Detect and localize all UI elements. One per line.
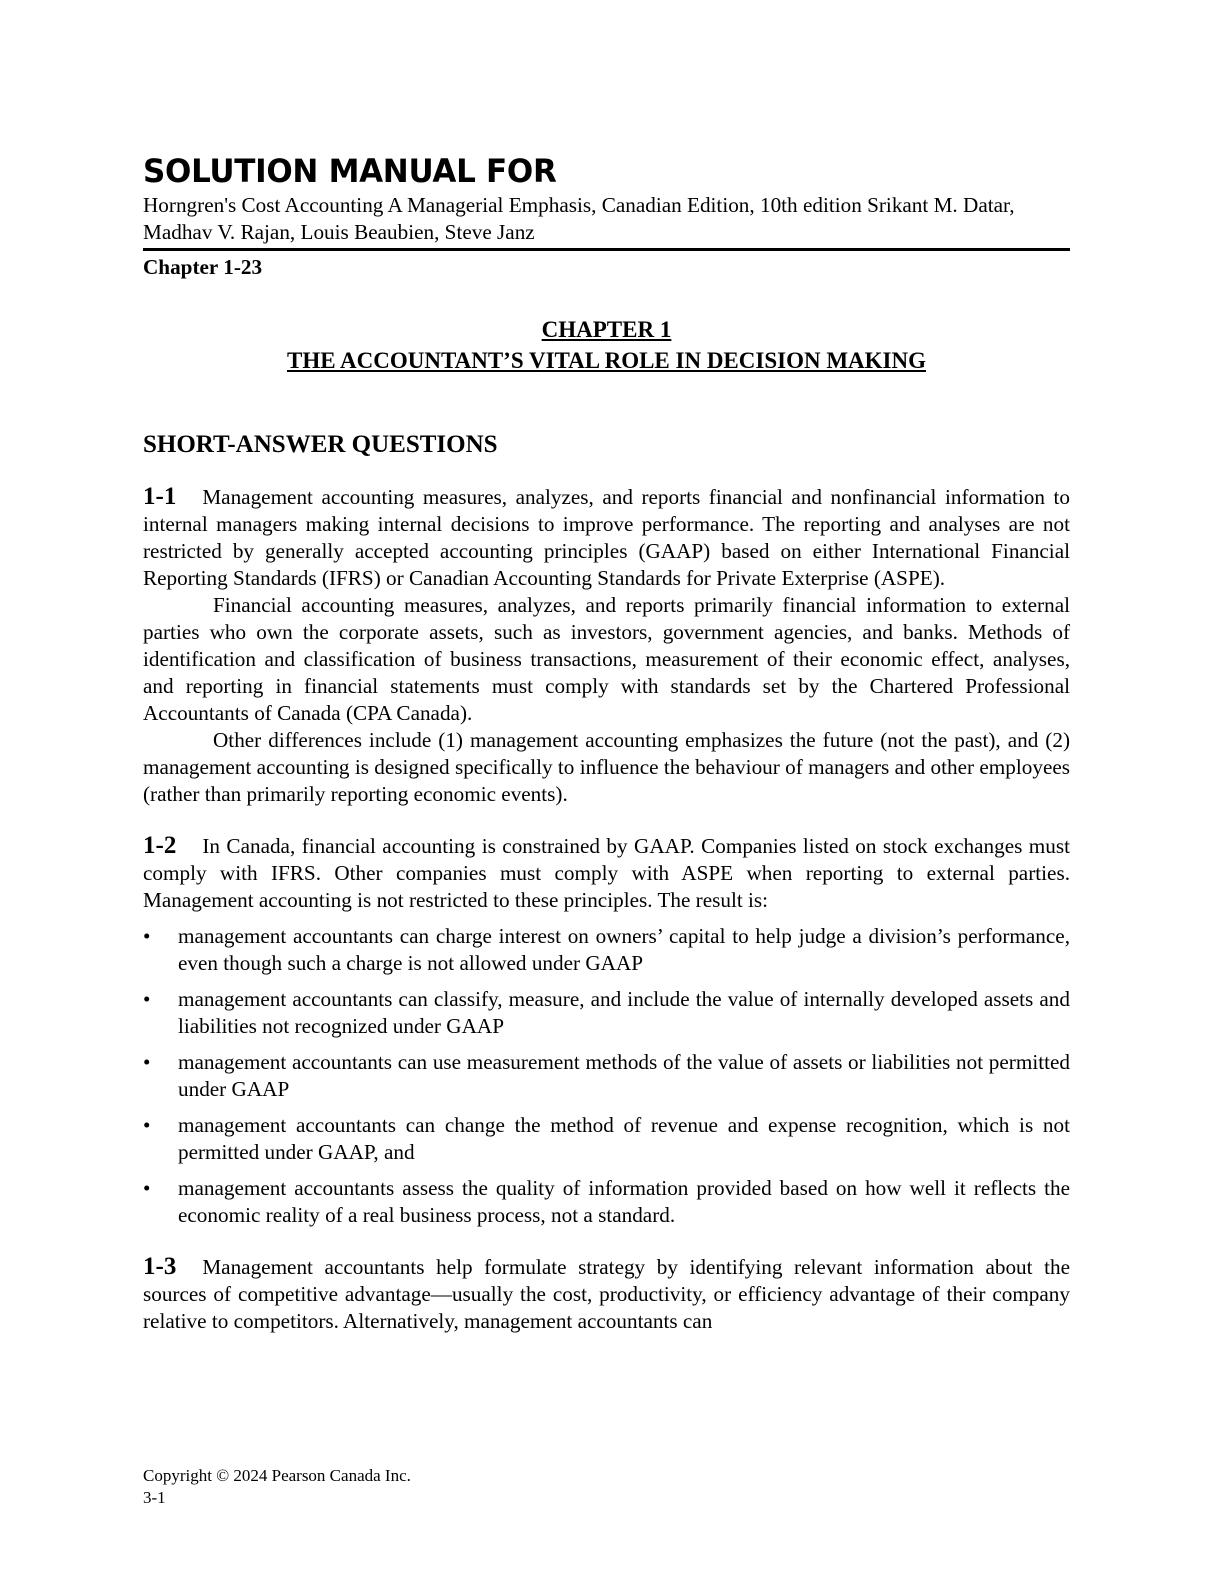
list-item: • management accountants assess the quality of information provided based on how well it reflects the economic reality of a real business process, not a standard. bbox=[143, 1176, 1070, 1227]
question-1-2-para-1: 1-2 In Canada, financial accounting is constrained by GAAP. Companies listed on stock exchanges must comply with IFRS. Other companies must comply with ASPE when reporting to external parties. Management accounting is not restricted to these principles. The result is: bbox=[143, 832, 1070, 912]
section-heading: SHORT-ANSWER QUESTIONS bbox=[143, 431, 498, 458]
page-number: 3-1 bbox=[143, 1488, 166, 1507]
question-1-1-para-2: Financial accounting measures, analyzes, and reports primarily financial information to external parties who own the corporate assets, such as investors, government agencies, and banks. Methods of identification and classification of business transactions, measurement of their economic effect, analyses, and reporting in financial statements must comply with standards set by the Chartered Professional Accountants of Canada (CPA Canada). bbox=[143, 593, 1070, 725]
page-footer bbox=[143, 1465, 411, 1509]
bullet-icon: • bbox=[143, 924, 151, 948]
list-item: • management accountants can classify, measure, and include the value of internally developed assets and liabilities not recognized under GAAP bbox=[143, 987, 1070, 1038]
bullet-icon: • bbox=[143, 1050, 151, 1074]
chapter-title: THE ACCOUNTANT’S VITAL ROLE IN DECISION MAKING bbox=[286, 348, 926, 373]
question-number: 1-2 bbox=[143, 832, 177, 859]
document-page bbox=[143, 152, 1070, 1335]
header-rule bbox=[143, 248, 1070, 251]
chapter-range: Chapter 1-23 bbox=[143, 255, 263, 279]
list-item: • management accountants can use measurement methods of the value of assets or liabilities not permitted under GAAP bbox=[143, 1050, 1070, 1101]
question-1-1-para-1: 1-1 Management accounting measures, analyzes, and reports financial and nonfinancial information to internal managers making internal decisions to improve performance. The reporting and analyses are not restricted by generally accepted accounting principles (GAAP) based on either International Financial Reporting Standards (IFRS) or Canadian Accounting Standards for Private Exterprise (ASPE). bbox=[143, 483, 1070, 590]
question-1-3-para-1: 1-3 Management accountants help formulate strategy by identifying relevant information about the sources of competitive advantage—usually the cost, productivity, or efficiency advantage of their company relative to competitors. Alternatively, management accountants can bbox=[143, 1253, 1070, 1333]
question-1-1-para-3: Other differences include (1) management accounting emphasizes the future (not the past), and (2) management accounting is designed specifically to influence the behaviour of managers and other employees (rather than primarily reporting economic events). bbox=[143, 728, 1070, 806]
bullet-icon: • bbox=[143, 1176, 151, 1200]
question-number: 1-1 bbox=[143, 483, 177, 510]
question-number: 1-3 bbox=[143, 1253, 177, 1280]
bullet-icon: • bbox=[143, 1113, 151, 1137]
chapter-number: CHAPTER 1 bbox=[541, 317, 672, 342]
bullet-list bbox=[143, 923, 1070, 1229]
bullet-icon: • bbox=[143, 987, 151, 1011]
list-item: • management accountants can charge interest on owners’ capital to help judge a division’s performance, even though such a charge is not allowed under GAAP bbox=[143, 924, 1070, 975]
banner-title: SOLUTION MANUAL FOR bbox=[143, 153, 557, 191]
list-item: • management accountants can change the method of revenue and expense recognition, which is not permitted under GAAP, and bbox=[143, 1113, 1070, 1164]
book-citation: Horngren's Cost Accounting A Managerial Emphasis, Canadian Edition, 10th edition Srikant M. Datar, Madhav V. Rajan, Louis Beaubien, Steve Janz bbox=[143, 193, 1015, 244]
copyright-notice: Copyright © 2024 Pearson Canada Inc. bbox=[143, 1466, 411, 1485]
